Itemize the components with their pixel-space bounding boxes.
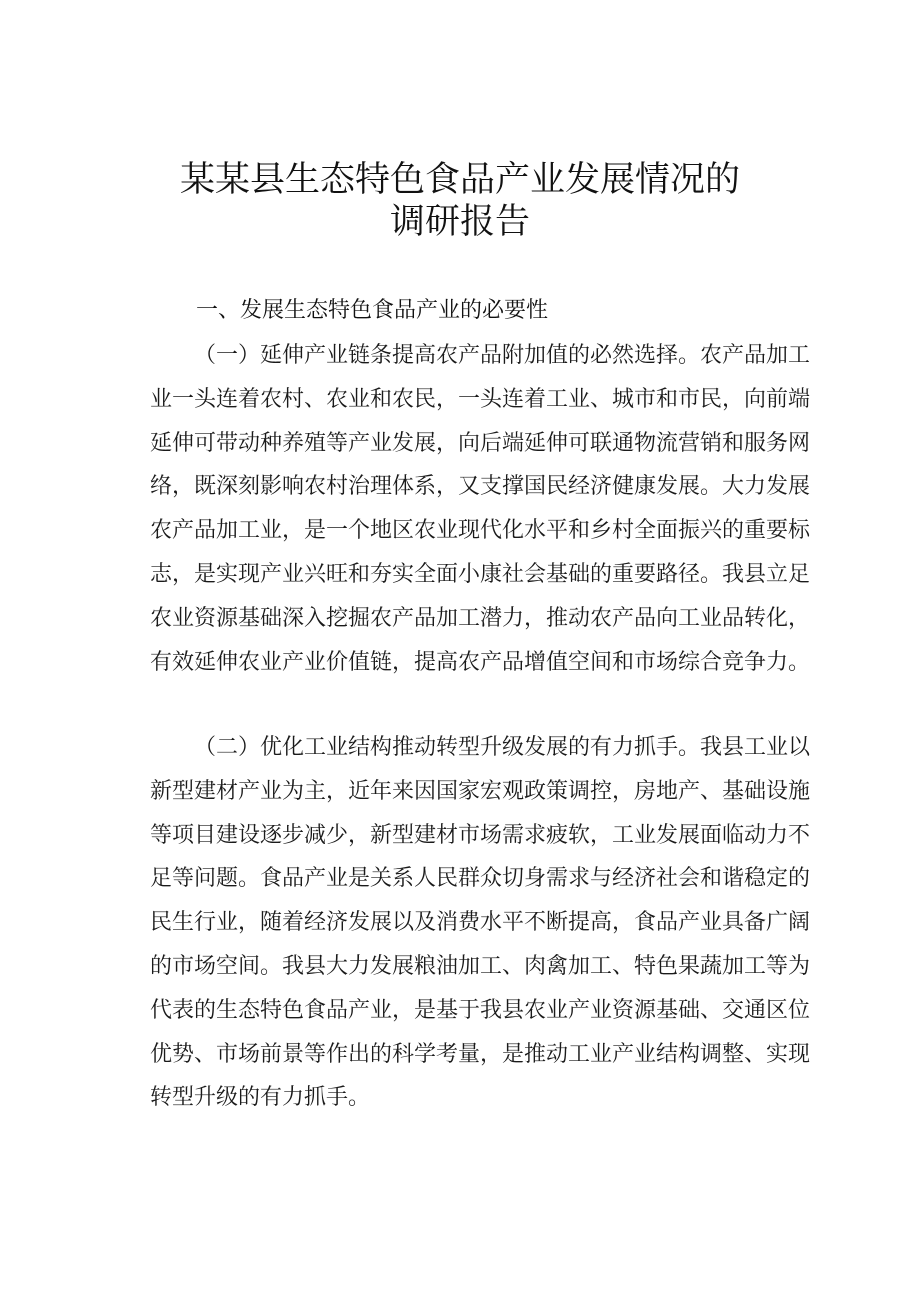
paragraph-2: （二）优化工业结构推动转型升级发展的有力抓手。我县工业以新型建材产业为主，近年来因国家宏观政策调控，房地产、基础设施等项目建设逐步减少，新型建材市场需求疲软，工业发展面临动力不足等问题。食品产业是关系人民群众切身需求与经济社会和谐稳定的民生行业，随着经济发展以及消费水平不断提高，食品产业具备广阔的市场空间。我县大力发展粮油加工、肉禽加工、特色果蔬加工等为代表的生态特色食品产业，是基于我县农业产业资源基础、交通区位优势、市场前景等作出的科学考量，是推动工业产业结构调整、实现转型升级的有力抓手。 — [150, 735, 811, 1111]
section-heading: 一、发展生态特色食品产业的必要性 — [196, 298, 549, 323]
document-title-line-2: 调研报告 — [389, 202, 530, 242]
paragraph-1: （一）延伸产业链条提高农产品附加值的必然选择。农产品加工业一头连着农村、农业和农民，一头连着工业、城市和市民，向前端延伸可带动种养殖等产业发展，向后端延伸可联通物流营销和服务网络，既深刻影响农村治理体系，又支撑国民经济健康发展。大力发展农产品加工业，是一个地区农业现代化水平和乡村全面振兴的重要标志，是实现产业兴旺和夯实全面小康社会基础的重要路径。我县立足农业资源基础深入挖掘农产品加工潜力，推动农产品向工业品转化，有效延伸农业产业价值链，提高农产品增值空间和市场综合竞争力。 — [150, 343, 811, 675]
document-title-line-1: 某某县生态特色食品产业发展情况的 — [179, 160, 740, 200]
